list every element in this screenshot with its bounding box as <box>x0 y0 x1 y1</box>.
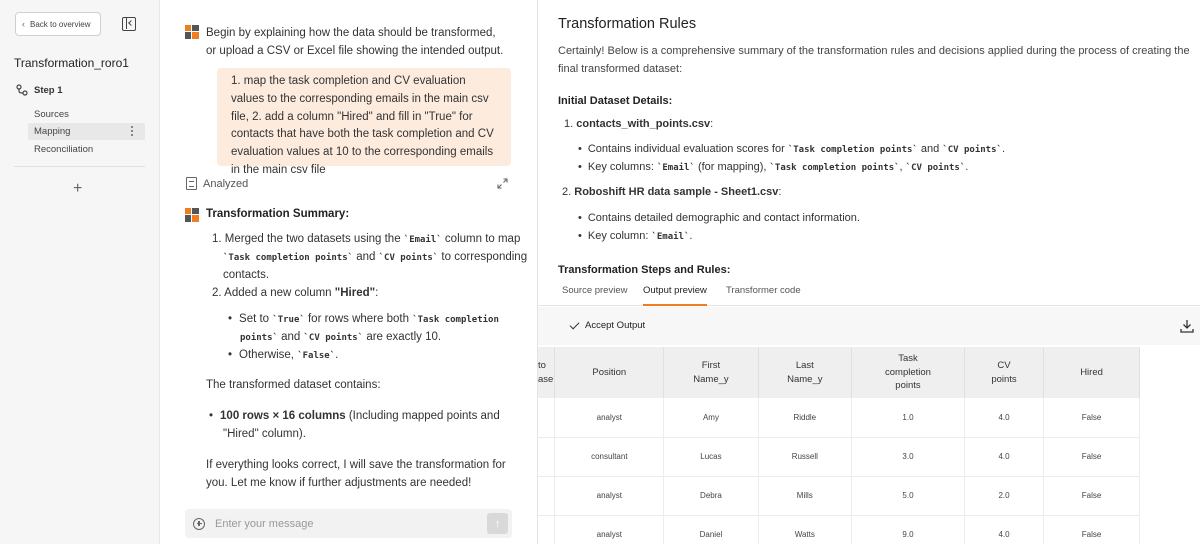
table-cell: 2.0 <box>964 476 1043 515</box>
table-cell <box>538 476 555 515</box>
column-header[interactable]: to ase <box>538 347 555 398</box>
table-cell: False <box>1044 437 1140 476</box>
initial-heading: Initial Dataset Details: <box>558 95 673 107</box>
sidebar-item-mapping[interactable] <box>28 123 145 140</box>
summary-bullet-1: • Set to `True` for rows where both `Task completion <box>228 313 499 325</box>
table-cell: Russell <box>758 437 851 476</box>
send-button[interactable] <box>487 513 508 534</box>
column-header[interactable]: First Name_y <box>664 347 758 398</box>
preview-tabs <box>538 278 1200 306</box>
more-options-icon[interactable] <box>131 126 133 136</box>
rules-intro: Certainly! Below is a comprehensive summary of the transformation rules and decisions applied during the process of creating the final transformed dataset: <box>558 45 1190 75</box>
summary-item-2: 2. Added a new column "Hired": <box>212 287 379 299</box>
assistant-logo-icon <box>185 208 199 222</box>
add-step-button[interactable]: + <box>73 180 83 197</box>
file-1: 1. contacts_with_points.csv: <box>564 118 714 130</box>
document-icon <box>186 177 197 190</box>
table-cell: Daniel <box>664 515 758 544</box>
summary-title: Transformation Summary: <box>206 208 350 220</box>
download-icon[interactable] <box>1180 319 1194 333</box>
back-to-overview-button[interactable] <box>15 12 101 36</box>
sidebar-divider <box>14 166 145 167</box>
table-cell: False <box>1044 476 1140 515</box>
file-1-bullet-2: • Key columns: `Email` (for mapping), `Task completion points`, `CV points`. <box>578 161 969 173</box>
step-label: Step 1 <box>34 84 63 96</box>
arrow-up-icon: ↑ <box>494 517 501 530</box>
tab-source-preview[interactable]: Source preview <box>562 285 628 296</box>
column-header[interactable]: Task completion points <box>852 347 965 398</box>
closing-message: If everything looks correct, I will save the transformation for you. Let me know if further adjustments are needed! <box>206 459 506 489</box>
output-toolbar <box>538 307 1200 345</box>
file-1-bullet-1: • Contains individual evaluation scores for `Task completion points` and `CV points`. <box>578 143 1005 155</box>
sidebar-item-label: Reconciliation <box>34 144 94 155</box>
table-cell: Lucas <box>664 437 758 476</box>
output-table <box>538 347 1140 544</box>
step-flow-icon <box>16 84 28 96</box>
table-header-row <box>538 347 1140 398</box>
file-2: 2. Roboshift HR data sample - Sheet1.csv: <box>562 186 782 198</box>
assistant-intro-message: Begin by explaining how the data should be transformed, or upload a CSV or Excel file showing the intended output. <box>206 27 504 57</box>
attach-icon[interactable] <box>193 518 205 530</box>
summary-bullet-2: • Otherwise, `False`. <box>228 349 339 361</box>
table-cell: False <box>1044 515 1140 544</box>
column-header[interactable]: CV points <box>964 347 1043 398</box>
table-cell: 4.0 <box>964 398 1043 437</box>
expand-icon[interactable] <box>497 178 508 189</box>
column-header[interactable]: Last Name_y <box>758 347 851 398</box>
sidebar-item-reconciliation[interactable] <box>28 141 145 158</box>
table-cell: Debra <box>664 476 758 515</box>
table-cell: consultant <box>555 437 664 476</box>
tab-output-preview[interactable]: Output preview <box>643 285 707 306</box>
chat-panel: Begin by explaining how the data should be transformed, or upload a CSV or Excel file showing the intended output. 1. map the task completion and CV evaluation values to the corresponding emails in the main csv file, 2. add a column "Hired" and fill in "True" for contacts that have both the task completion and CV evaluation values at 10 to the corresponding emails in the main csv file Analyzed Transformation Summary: 1. Merged the two datasets using the `Email` column to map `Task completion points` and `CV points` to corresponding contacts. 2. Added a new column "Hired": • Set to `True` for rows where both `Task completion points` and `CV points` are exactly 10. • Otherwise, `False`. The transformed dataset contains: • 100 rows × 16 columns (Including mapped points and "Hired" column). If everything looks correct, I will save the transformation for you. Let me know if further adjustments are needed! Enter your message ↑ <box>160 0 538 544</box>
summary-item-1: 1. Merged the two datasets using the `Email` column to map <box>212 233 521 245</box>
table-cell: 1.0 <box>852 398 965 437</box>
sidebar-item-sources[interactable] <box>28 106 145 123</box>
table-cell: 4.0 <box>964 437 1043 476</box>
analyzed-indicator[interactable] <box>186 177 248 190</box>
assistant-logo-icon <box>185 25 199 39</box>
user-message-bubble: 1. map the task completion and CV evaluation values to the corresponding emails in the main csv file, 2. add a column "Hired" and fill in "True" for contacts that have both the task completion and CV evaluation values at 10 to the corresponding emails in the main csv file <box>217 68 511 166</box>
table-row <box>538 515 1140 544</box>
table-cell: 5.0 <box>852 476 965 515</box>
file-2-bullet-1: • Contains detailed demographic and contact information. <box>578 212 860 224</box>
sidebar-item-label: Mapping <box>34 126 71 137</box>
contains-label: The transformed dataset contains: <box>206 379 381 391</box>
table-cell: Amy <box>664 398 758 437</box>
message-input[interactable] <box>215 518 475 530</box>
accept-output-button[interactable] <box>570 320 645 331</box>
table-cell: analyst <box>555 398 664 437</box>
analyzed-label: Analyzed <box>203 177 249 190</box>
accept-label: Accept Output <box>585 320 646 331</box>
column-header[interactable]: Position <box>555 347 664 398</box>
tab-transformer-code[interactable]: Transformer code <box>726 285 801 296</box>
table-cell: 3.0 <box>852 437 965 476</box>
table-cell: Riddle <box>758 398 851 437</box>
project-name: Transformation_roro1 <box>14 56 129 70</box>
table-cell <box>538 515 555 544</box>
table-cell <box>538 437 555 476</box>
sidebar <box>0 0 160 544</box>
table-cell: analyst <box>555 476 664 515</box>
step-item[interactable] <box>16 84 63 96</box>
output-panel <box>538 0 1200 544</box>
table-row <box>538 437 1140 476</box>
chevron-left-icon: ‹ <box>22 19 25 29</box>
sidebar-item-label: Sources <box>34 109 69 120</box>
table-cell: analyst <box>555 515 664 544</box>
table-cell: False <box>1044 398 1140 437</box>
table-cell: Watts <box>758 515 851 544</box>
column-header[interactable]: Hired <box>1044 347 1140 398</box>
steps-heading: Transformation Steps and Rules: <box>558 264 731 276</box>
table-cell: 9.0 <box>852 515 965 544</box>
rules-title: Transformation Rules <box>558 16 697 32</box>
table-cell <box>538 398 555 437</box>
table-cell: 4.0 <box>964 515 1043 544</box>
message-input-bar <box>185 509 512 538</box>
table-row <box>538 476 1140 515</box>
file-2-bullet-2: • Key column: `Email`. <box>578 230 693 242</box>
table-cell: Mills <box>758 476 851 515</box>
table-row <box>538 398 1140 437</box>
check-icon <box>570 319 580 329</box>
collapse-sidebar-icon[interactable] <box>122 17 136 31</box>
rows-bullet: • 100 rows × 16 columns (Including mapped points and <box>209 410 500 422</box>
back-label: Back to overview <box>30 19 91 29</box>
